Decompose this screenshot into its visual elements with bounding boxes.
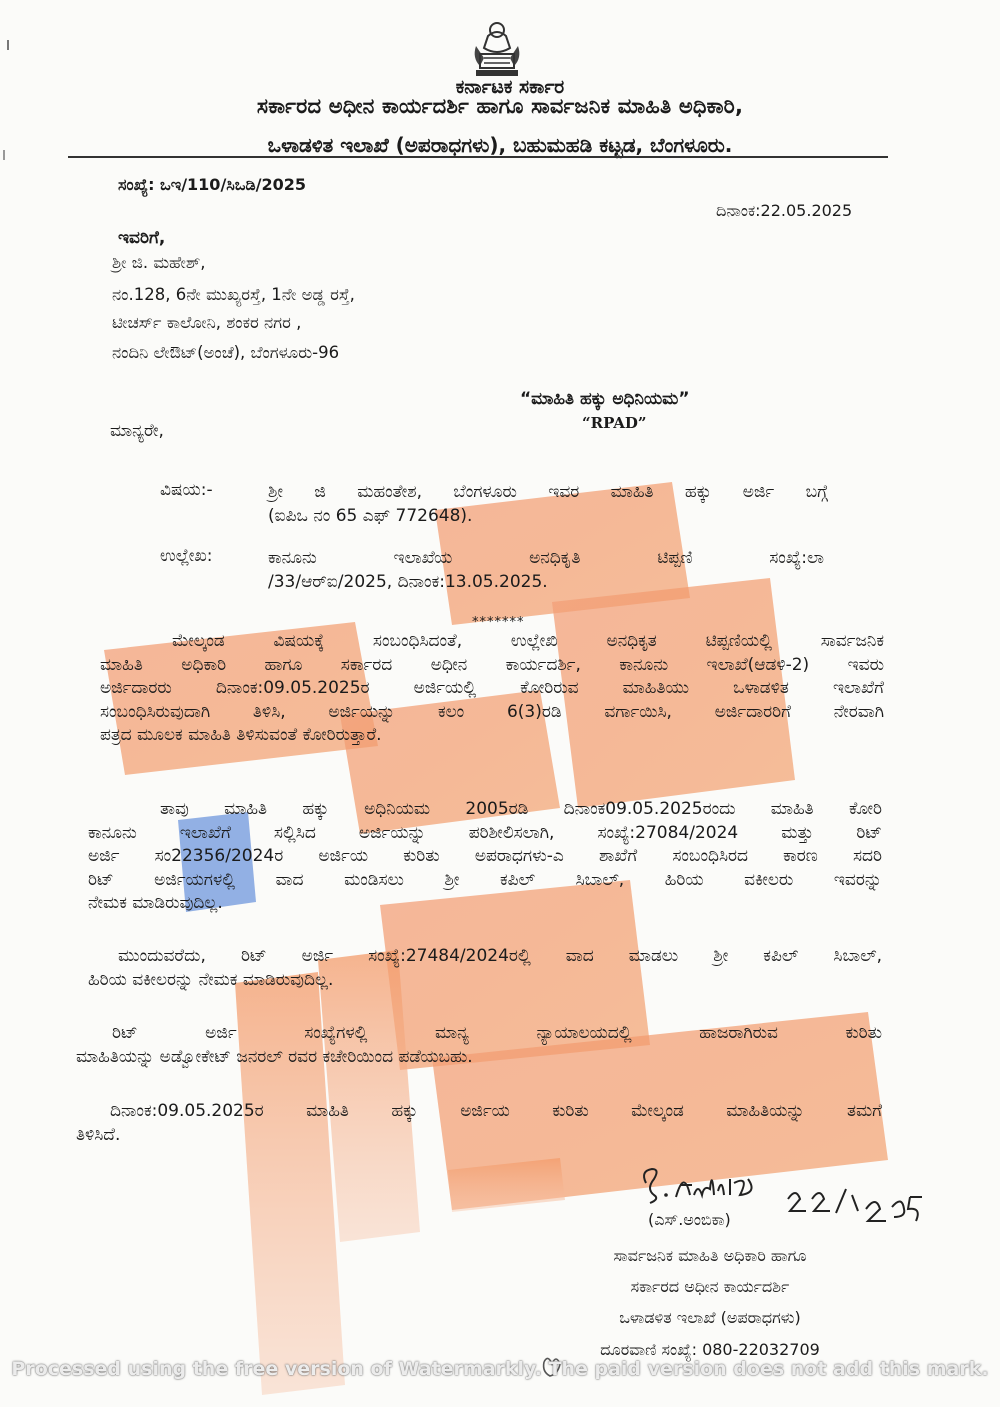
phone-number: ದೂರವಾಣಿ ಸಂಖ್ಯೆ: 080-22032709 [600,1340,820,1359]
paragraph-line: ಪತ್ರದ ಮೂಲಕ ಮಾಹಿತಿ ತಿಳಿಸುವಂತೆ ಕೋರಿರುತ್ತಾರೆ. [100,725,382,746]
subject-line: ಶ್ರೀ ಜಿ ಮಹಂತೇಶ, ಬೆಂಗಳೂರು ಇವರ ಮಾಹಿತಿ ಹಕ್ಕು ಅರ್ಜಿ ಬಗ್ಗೆ [268,482,828,502]
separator: ******* [472,615,525,630]
paragraph-line: ರಿಟ್ ಅರ್ಜಿಯಗಳಲ್ಲಿ ವಾದ ಮಂಡಿಸಲು ಶ್ರೀ ಕಪಿಲ್ ಸಿಬಾಲ್, ಹಿರಿಯ ವಕೀಲರು ಇವರನ್ನು [88,869,882,890]
reference-line: ಕಾನೂನು ಇಲಾಖೆಯ ಅನಧಿಕೃತಿ ಟಿಪ್ಪಣಿ ಸಂಖ್ಯೆ:ಲಾ [268,548,824,568]
paragraph-line: ಮಾಹಿತಿಯನ್ನು ಅಡ್ವೋಕೇಟ್ ಜನರಲ್ ರವರ ಕಚೇರಿಯಿಂದ ಪಡೆಯಬಹು. [76,1046,473,1067]
designation-line: ಒಳಾಡಳಿತ ಇಲಾಖೆ (ಅಪರಾಧಗಳು) [619,1308,801,1327]
paragraph-line: ಕಾನೂನು ಇಲಾಖೆಗೆ ಸಲ್ಲಿಸಿದ ಅರ್ಜಿಯನ್ನು ಪರಿಶೀಲಿಸಲಾಗಿ, ಸಂಖ್ಯೆ:27084/2024 ಮತ್ತು ರಿಟ್ [88,822,882,843]
paragraph-line: ಸಂಬಂಧಿಸಿರುವುದಾಗಿ ತಿಳಿಸಿ, ಅರ್ಜಿಯನ್ನು ಕಲಂ 6(3)ರಡಿ ವರ್ಗಾಯಿಸಿ, ಅರ್ಜಿದಾರರಿಗೆ ನೇರವಾಗಿ [100,701,884,722]
recipient-line: ನಂ.128, 6ನೇ ಮುಖ್ಯರಸ್ತೆ, 1ನೇ ಅಡ್ಡ ರಸ್ತೆ, [112,285,355,304]
header-government: ಕರ್ನಾಟಕ ಸರ್ಕಾರ [455,76,565,98]
header-department: ಒಳಾಡಳಿತ ಇಲಾಖೆ (ಅಪರಾಧಗಳು), ಬಹುಮಹಡಿ ಕಟ್ಟಡ, ಬೆಂಗಳೂರು. [267,133,733,157]
reference-number: ಸಂಖ್ಯೆ: ಒಇ/110/ಸಿಒಡಿ/2025 [118,175,306,194]
header-divider [68,156,888,158]
paragraph-line: ಮಾಹಿತಿ ಅಧಿಕಾರಿ ಹಾಗೂ ಸರ್ಕಾರದ ಅಧೀನ ಕಾರ್ಯದರ್ಶಿ, ಕಾನೂನು ಇಲಾಖೆ(ಆಡಳಿ-2) ಇವರು [100,654,884,675]
subject-line: (ಐಪಿಒ ನಂ 65 ಎಫ್ 772648). [268,506,473,526]
header-office: ಸರ್ಕಾರದ ಅಧೀನ ಕಾರ್ಯದರ್ಶಿ ಹಾಗೂ ಸಾರ್ವಜನಿಕ ಮಾಹಿತಿ ಅಧಿಕಾರಿ, [256,94,744,118]
paragraph-line: ಅರ್ಜಿದಾರರು ದಿನಾಂಕ:09.05.2025ರ ಅರ್ಜಿಯಲ್ಲಿ ಕೋರಿರುವ ಮಾಹಿತಿಯು ಒಳಾಡಳಿತ ಇಲಾಖೆಗೆ [100,678,884,699]
paragraph-line: ಮುಂದುವರೆದು, ರಿಟ್ ಅರ್ಜಿ ಸಂಖ್ಯೆ:27484/2024ರಲ್ಲಿ ವಾದ ಮಾಡಲು ಶ್ರೀ ಕಪಿಲ್ ಸಿಬಾಲ್, [118,946,882,966]
paragraph-line: ತಿಳಿಸಿದೆ. [76,1124,121,1145]
watermark-text: Processed using the free version of Watermarkly. The paid version does not add this mark. [11,1358,989,1380]
designation-line: ಸಾರ್ವಜನಿಕ ಮಾಹಿತಿ ಅಧಿಕಾರಿ ಹಾಗೂ [613,1246,807,1265]
recipient-line: ನಂದಿನಿ ಲೇಔಟ್(ಅಂಚೆ), ಬೆಂಗಳೂರು-96 [112,343,340,362]
subject-label: ವಿಷಯ:- [160,480,213,500]
paragraph-line: ತಾವು ಮಾಹಿತಿ ಹಕ್ಕು ಅಧಿನಿಯಮ 2005ರಡಿ ದಿನಾಂಕ09.05.2025ರಂದು ಮಾಹಿತಿ ಕೋರಿ [160,799,882,819]
paragraph-line: ರಿಟ್ ಅರ್ಜಿ ಸಂಖ್ಯೆಗಳಲ್ಲಿ ಮಾನ್ಯ ನ್ಯಾಯಾಲಯದಲ್ಲಿ ಹಾಜರಾಗಿರುವ ಕುರಿತು [112,1023,882,1043]
reference-text [268,546,824,594]
paragraph-line: ದಿನಾಂಕ:09.05.2025ರ ಮಾಹಿತಿ ಹಕ್ಕು ಅರ್ಜಿಯ ಕುರಿತು ಮೇಲ್ಕಂಡ ಮಾಹಿತಿಯನ್ನು ತಮಗೆ [110,1101,882,1121]
signatory-name: (ಎಸ್.ಅಂಬಿಕಾ) [648,1210,731,1229]
reference-line: /33/ಆರ್‌ಐ/2025, ದಿನಾಂಕ:13.05.2025. [268,572,548,592]
rpad-label: “RPAD” [582,414,647,432]
letter-date: ದಿನಾಂಕ:22.05.2025 [716,201,853,220]
government-emblem-icon [466,18,528,78]
paragraph-line: ನೇಮಕ ಮಾಡಿರುವುದಿಲ್ಲ. [88,893,223,914]
paragraph-line: ಅರ್ಜಿ ಸಂ22356/2024ರ ಅರ್ಜಿಯ ಕುರಿತು ಅಪರಾಧಗಳು-ಎ ಶಾಖೆಗೆ ಸಂಬಂಧಿಸಿರದ ಕಾರಣ ಸದರಿ [88,846,882,867]
body-paragraph-4 [76,1022,882,1069]
salutation: ಮಾನ್ಯರೇ, [110,421,164,441]
designation-line: ಸರ್ಕಾರದ ಅಧೀನ ಕಾರ್ಯದರ್ಶಿ [630,1277,790,1296]
recipient-line: ಶ್ರೀ ಜಿ. ಮಹೇಶ್, [112,253,206,272]
body-paragraph-2 [88,798,882,916]
body-paragraph-5 [76,1100,882,1147]
reference-label: ಉಲ್ಲೇಖ: [160,546,213,566]
recipient-to: ಇವರಿಗೆ, [118,228,166,248]
paragraph-line: ಹಿರಿಯ ವಕೀಲರನ್ನು ನೇಮಕ ಮಾಡಿರುವುದಿಲ್ಲ. [88,969,334,990]
subject-text [268,480,828,528]
act-title: “ಮಾಹಿತಿ ಹಕ್ಕು ಅಧಿನಿಯಮ” [520,389,690,409]
body-paragraph-1 [100,630,884,748]
paragraph-line: ಮೇಲ್ಕಂಡ ವಿಷಯಕ್ಕೆ ಸಂಬಂಧಿಸಿದಂತೆ, ಉಲ್ಲೇಖಿ ಅನಧಿಕೃತ ಟಿಪ್ಪಣಿಯಲ್ಲಿ ಸಾರ್ವಜನಿಕ [172,631,884,651]
body-paragraph-3 [88,945,882,992]
recipient-line: ಟೀಚರ್ಸ್ ಕಾಲೋನಿ, ಶಂಕರ ನಗರ , [112,313,302,332]
